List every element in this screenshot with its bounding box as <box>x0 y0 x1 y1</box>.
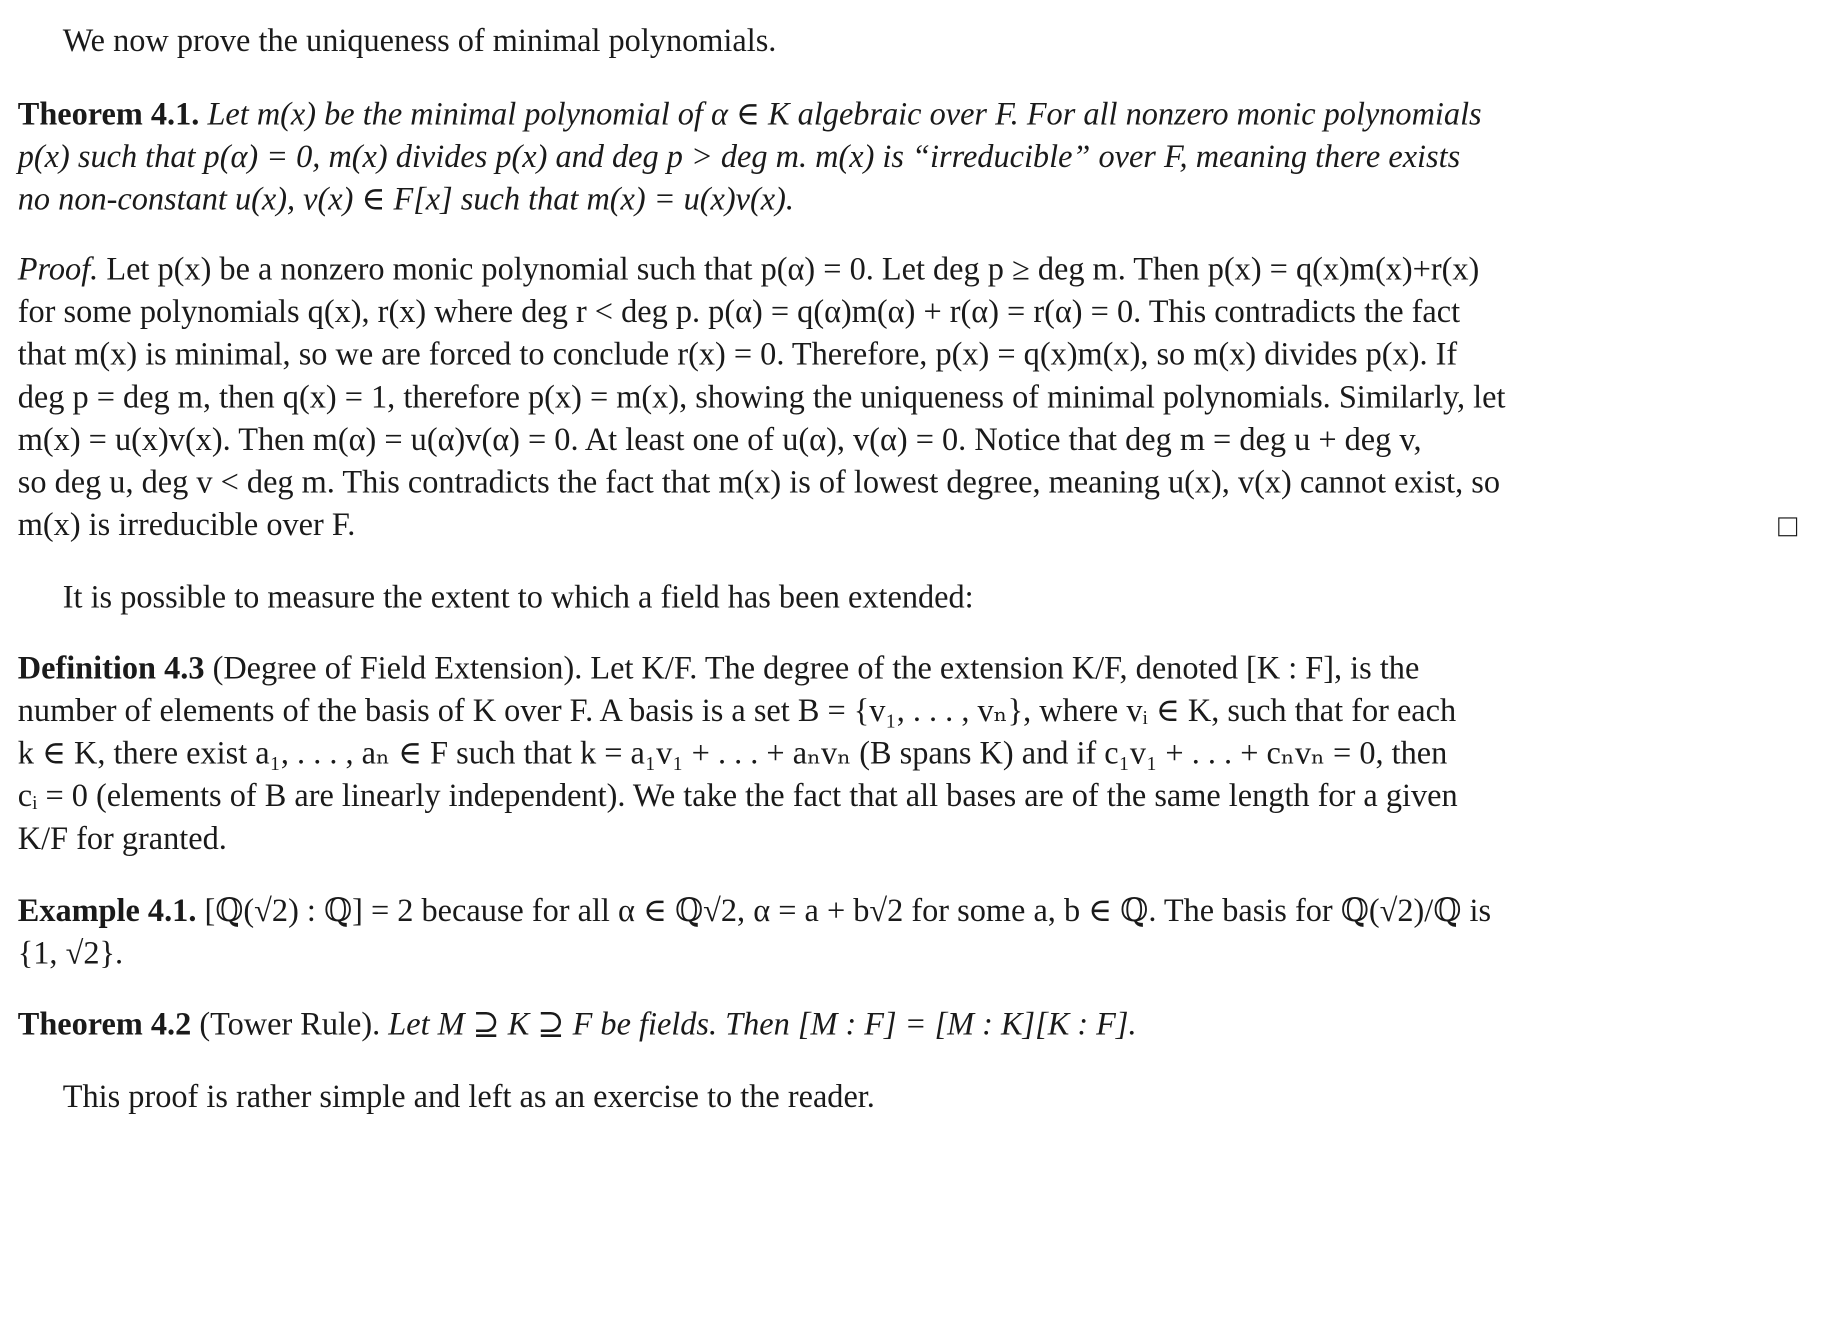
definition-label: Definition 4.3 <box>17 649 205 686</box>
definition-4-3-line-5: K/F for granted. <box>17 820 227 856</box>
definition-4-3-line-1: Definition 4.3 (Degree of Field Extension). Let K/F. The degree of the extension K/F, denoted [K : F], is the <box>17 649 1420 686</box>
example-4-1-line-2: {1, √2}. <box>17 935 124 971</box>
proof-line-4: deg p = deg m, then q(x) = 1, therefore p(x) = m(x), showing the uniqueness of minimal polynomials. Similarly, let <box>17 378 1506 415</box>
definition-title: (Degree of Field Extension). <box>212 649 583 686</box>
proof-line-2: for some polynomials q(x), r(x) where deg r < deg p. p(α) = q(α)m(α) + r(α) = r(α) = 0. This contradicts the fact <box>17 293 1461 330</box>
theorem-4-2: Theorem 4.2 (Tower Rule). Let M ⊇ K ⊇ F be fields. Then [M : F] = [M : K][K : F]. <box>17 1006 1137 1042</box>
proof-line-3: that m(x) is minimal, so we are forced to conclude r(x) = 0. Therefore, p(x) = q(x)m(x), so m(x) divides p(x). If <box>17 336 1458 372</box>
definition-4-3-line-2: number of elements of the basis of K over F. A basis is a set B = {v₁, . . . , vₙ}, where vᵢ ∈ K, such that for each <box>17 692 1457 729</box>
example-4-1-line-1: Example 4.1. [ℚ(√2) : ℚ] = 2 because for all α ∈ ℚ√2, α = a + b√2 for some a, b ∈ ℚ. The basis for ℚ(√2)/ℚ is <box>17 892 1492 929</box>
theorem-4-1-line-2: p(x) such that p(α) = 0, m(x) divides p(x) and deg p > deg m. m(x) is “irreducible” over F, meaning there exists <box>17 138 1461 175</box>
example-label: Example 4.1. <box>17 892 197 929</box>
theorem-4-1-line-3: no non-constant u(x), v(x) ∈ F[x] such that m(x) = u(x)v(x). <box>17 181 794 217</box>
theorem-label: Theorem 4.1. <box>17 95 200 132</box>
qed-square-icon <box>1778 517 1797 536</box>
proof-label: Proof. <box>17 250 99 287</box>
theorem-4-2-title: (Tower Rule). <box>199 1006 381 1042</box>
proof-line-6: so deg u, deg v < deg m. This contradicts the fact that m(x) is of lowest degree, meaning u(x), v(x) cannot exist, so <box>17 464 1501 500</box>
proof-line-1: Proof. Let p(x) be a nonzero monic polynomial such that p(α) = 0. Let deg p ≥ deg m. Then p(x) = q(x)m(x)+r(x) <box>17 250 1480 287</box>
theorem-4-2-label: Theorem 4.2 <box>17 1006 192 1042</box>
definition-4-3-line-3: k ∈ K, there exist a₁, . . . , aₙ ∈ F such that k = a₁v₁ + . . . + aₙvₙ (B spans K) and if c₁v₁ + . . . + cₙvₙ = 0, then <box>17 735 1448 771</box>
proof-line-5: m(x) = u(x)v(x). Then m(α) = u(α)v(α) = 0. At least one of u(α), v(α) = 0. Notice that deg m = deg u + deg v, <box>17 421 1422 457</box>
proof-line-7: m(x) is irreducible over F. <box>17 506 356 543</box>
closing-paragraph: This proof is rather simple and left as an exercise to the reader. <box>62 1078 875 1115</box>
theorem-4-1-line-1: Theorem 4.1. Let m(x) be the minimal polynomial of α ∈ K algebraic over F. For all nonzero monic polynomials <box>17 95 1482 132</box>
measure-paragraph: It is possible to measure the extent to which a field has been extended: <box>62 578 974 615</box>
definition-4-3-line-4: cᵢ = 0 (elements of B are linearly independent). We take the fact that all bases are of the same length for a given <box>17 777 1458 814</box>
intro-paragraph: We now prove the uniqueness of minimal polynomials. <box>62 22 777 59</box>
